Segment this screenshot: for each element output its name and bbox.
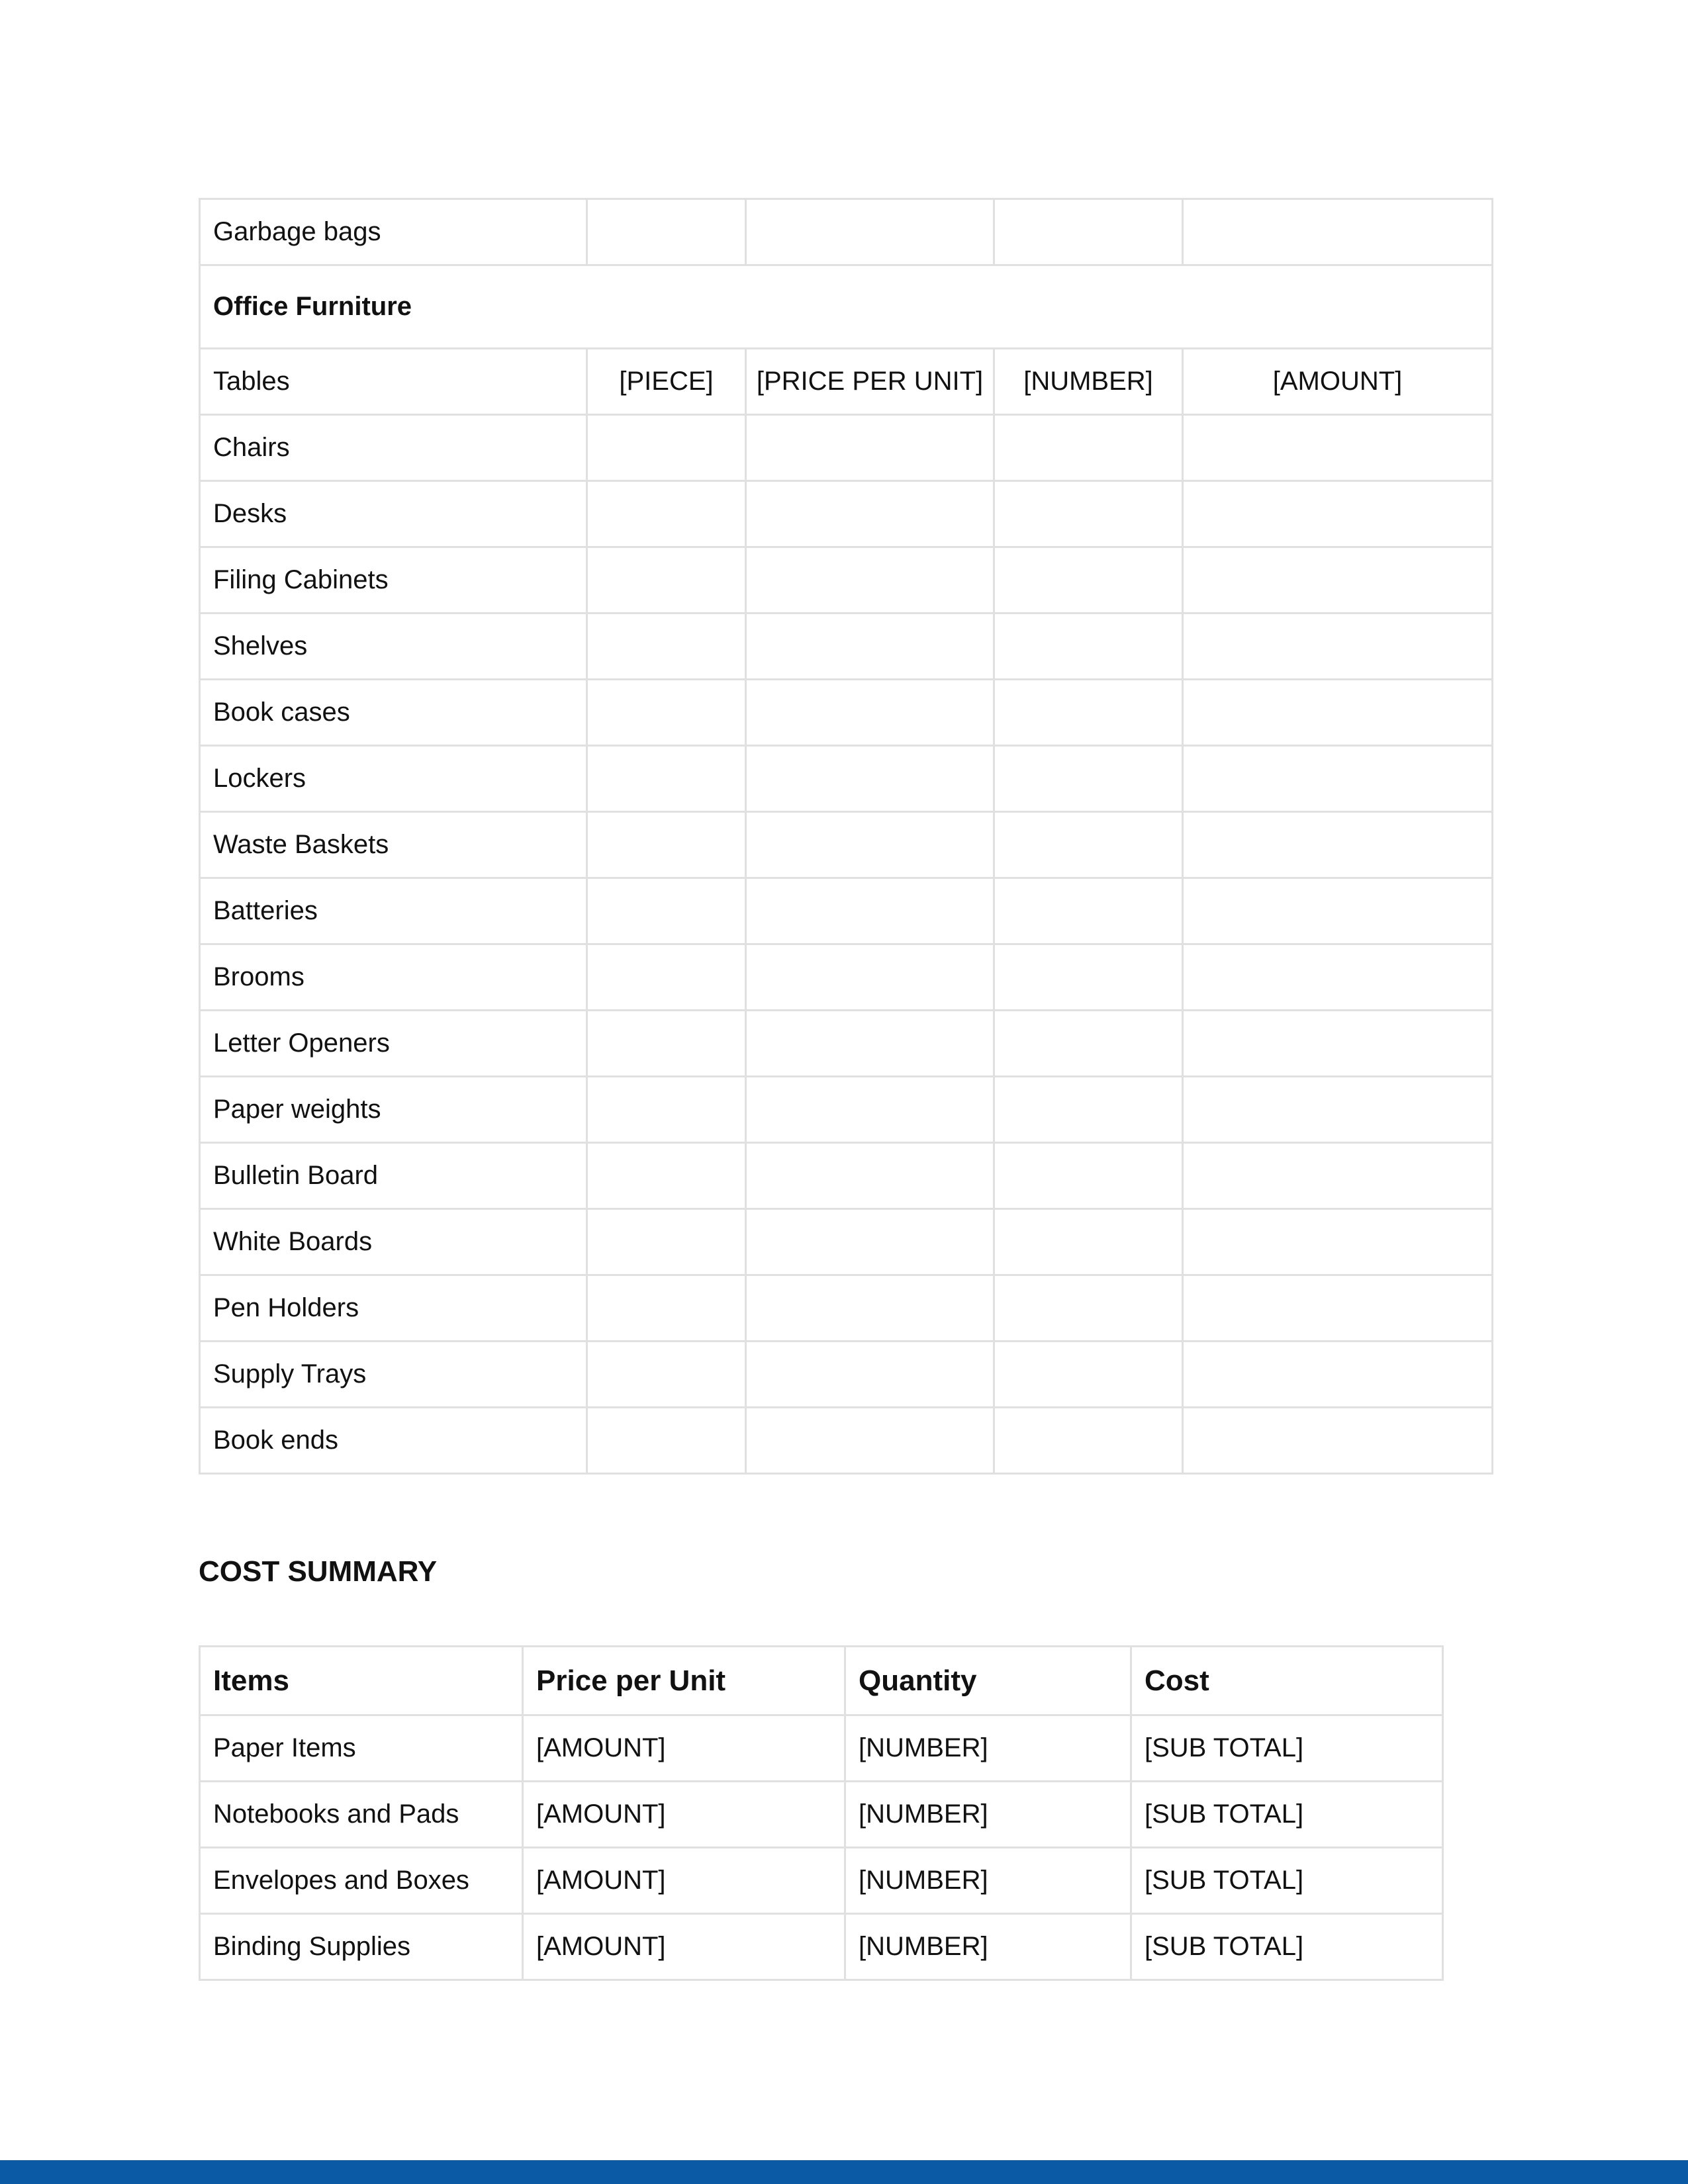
item-cell: Tables [200, 349, 587, 415]
price-cell[interactable]: [AMOUNT] [523, 1848, 845, 1914]
price-cell[interactable] [746, 1143, 994, 1209]
unit-cell[interactable] [587, 1275, 746, 1342]
quantity-cell[interactable] [994, 614, 1183, 680]
amount-cell[interactable] [1183, 1143, 1493, 1209]
unit-cell[interactable] [587, 680, 746, 746]
amount-cell[interactable] [1183, 1209, 1493, 1275]
price-cell[interactable] [746, 547, 994, 614]
cost-summary-table [199, 1645, 1444, 1981]
item-cell: Notebooks and Pads [200, 1782, 523, 1848]
amount-cell[interactable] [1183, 878, 1493, 944]
unit-cell[interactable] [587, 614, 746, 680]
item-cell: Lockers [200, 746, 587, 812]
price-cell[interactable]: [AMOUNT] [523, 1782, 845, 1848]
table-row [200, 1408, 1493, 1474]
item-cell: Brooms [200, 944, 587, 1011]
item-cell: Pen Holders [200, 1275, 587, 1342]
quantity-cell[interactable] [994, 1077, 1183, 1143]
header-price-per-unit: Price per Unit [523, 1647, 845, 1715]
item-cell: Paper weights [200, 1077, 587, 1143]
price-cell[interactable] [746, 944, 994, 1011]
amount-cell[interactable] [1183, 746, 1493, 812]
table-row [200, 415, 1493, 481]
section-header-row [200, 265, 1493, 349]
price-cell[interactable] [746, 812, 994, 878]
price-cell[interactable] [746, 1408, 994, 1474]
cost-cell[interactable]: [SUB TOTAL] [1131, 1848, 1443, 1914]
item-cell: Garbage bags [200, 199, 587, 265]
table-row [200, 349, 1493, 415]
table-row [200, 1209, 1493, 1275]
unit-cell[interactable]: [PIECE] [587, 349, 746, 415]
quantity-cell[interactable] [994, 1011, 1183, 1077]
amount-cell[interactable] [1183, 1342, 1493, 1408]
table-row [200, 614, 1493, 680]
item-cell: Batteries [200, 878, 587, 944]
footer-bar [0, 2160, 1688, 2184]
price-cell[interactable] [746, 878, 994, 944]
amount-cell[interactable] [1183, 1077, 1493, 1143]
price-cell[interactable] [746, 746, 994, 812]
item-cell: Book ends [200, 1408, 587, 1474]
amount-cell[interactable] [1183, 680, 1493, 746]
table-row [200, 1848, 1443, 1914]
amount-cell[interactable] [1183, 812, 1493, 878]
price-cell[interactable]: [AMOUNT] [523, 1715, 845, 1782]
table-row [200, 1715, 1443, 1782]
price-cell[interactable] [746, 680, 994, 746]
item-cell: White Boards [200, 1209, 587, 1275]
item-cell: Filing Cabinets [200, 547, 587, 614]
table-row [200, 1342, 1493, 1408]
amount-cell[interactable] [1183, 1408, 1493, 1474]
table-row [200, 199, 1493, 265]
quantity-cell[interactable] [994, 944, 1183, 1011]
unit-cell[interactable] [587, 481, 746, 547]
price-cell[interactable]: [PRICE PER UNIT] [746, 349, 994, 415]
table-row [200, 812, 1493, 878]
unit-cell[interactable] [587, 812, 746, 878]
header-items: Items [200, 1647, 523, 1715]
item-cell: Paper Items [200, 1715, 523, 1782]
table-row [200, 944, 1493, 1011]
price-cell[interactable] [746, 1275, 994, 1342]
quantity-cell[interactable] [994, 1408, 1183, 1474]
unit-cell[interactable] [587, 1342, 746, 1408]
price-cell[interactable] [746, 1342, 994, 1408]
table-row [200, 1077, 1493, 1143]
unit-cell[interactable] [587, 1143, 746, 1209]
quantity-cell[interactable] [994, 481, 1183, 547]
quantity-cell[interactable] [994, 1209, 1183, 1275]
amount-cell[interactable] [1183, 415, 1493, 481]
table-row [200, 1782, 1443, 1848]
quantity-cell[interactable] [994, 1275, 1183, 1342]
quantity-cell[interactable] [994, 812, 1183, 878]
item-cell: Desks [200, 481, 587, 547]
cost-summary-heading: COST SUMMARY [199, 1555, 438, 1588]
price-cell[interactable] [746, 1011, 994, 1077]
quantity-cell[interactable]: [NUMBER] [845, 1914, 1131, 1980]
item-cell: Letter Openers [200, 1011, 587, 1077]
amount-cell[interactable] [1183, 944, 1493, 1011]
amount-cell[interactable] [1183, 481, 1493, 547]
price-cell[interactable] [746, 1077, 994, 1143]
section-title: Office Furniture [200, 265, 1493, 349]
quantity-cell[interactable] [994, 1143, 1183, 1209]
price-cell[interactable] [746, 481, 994, 547]
item-cell: Book cases [200, 680, 587, 746]
item-cell: Shelves [200, 614, 587, 680]
unit-cell[interactable] [587, 199, 746, 265]
table-row [200, 680, 1493, 746]
item-cell: Chairs [200, 415, 587, 481]
cost-cell[interactable]: [SUB TOTAL] [1131, 1914, 1443, 1980]
price-cell[interactable] [746, 614, 994, 680]
table-row [200, 1143, 1493, 1209]
quantity-cell[interactable] [994, 680, 1183, 746]
price-cell[interactable] [746, 415, 994, 481]
quantity-cell[interactable] [994, 746, 1183, 812]
unit-cell[interactable] [587, 1408, 746, 1474]
price-cell[interactable] [746, 1209, 994, 1275]
amount-cell[interactable] [1183, 1275, 1493, 1342]
table-row [200, 746, 1493, 812]
unit-cell[interactable] [587, 1011, 746, 1077]
quantity-cell[interactable] [994, 547, 1183, 614]
item-cell: Bulletin Board [200, 1143, 587, 1209]
item-cell: Waste Baskets [200, 812, 587, 878]
table-row [200, 1011, 1493, 1077]
header-quantity: Quantity [845, 1647, 1131, 1715]
unit-cell[interactable] [587, 415, 746, 481]
unit-cell[interactable] [587, 746, 746, 812]
unit-cell[interactable] [587, 878, 746, 944]
item-cell: Binding Supplies [200, 1914, 523, 1980]
table-header-row [200, 1647, 1443, 1715]
table-row [200, 1275, 1493, 1342]
table-row [200, 481, 1493, 547]
table-row [200, 878, 1493, 944]
quantity-cell[interactable] [994, 1342, 1183, 1408]
cost-cell[interactable]: [SUB TOTAL] [1131, 1782, 1443, 1848]
amount-cell[interactable]: [AMOUNT] [1183, 349, 1493, 415]
amount-cell[interactable] [1183, 1011, 1493, 1077]
quantity-cell[interactable] [994, 199, 1183, 265]
item-cell: Envelopes and Boxes [200, 1848, 523, 1914]
amount-cell[interactable] [1183, 199, 1493, 265]
cost-cell[interactable]: [SUB TOTAL] [1131, 1715, 1443, 1782]
amount-cell[interactable] [1183, 614, 1493, 680]
quantity-cell[interactable]: [NUMBER] [994, 349, 1183, 415]
unit-cell[interactable] [587, 944, 746, 1011]
table-row [200, 547, 1493, 614]
quantity-cell[interactable] [994, 878, 1183, 944]
office-furniture-table [199, 198, 1493, 1475]
table-row [200, 1914, 1443, 1980]
quantity-cell[interactable]: [NUMBER] [845, 1782, 1131, 1848]
quantity-cell[interactable] [994, 415, 1183, 481]
unit-cell[interactable] [587, 1077, 746, 1143]
price-cell[interactable]: [AMOUNT] [523, 1914, 845, 1980]
amount-cell[interactable] [1183, 547, 1493, 614]
unit-cell[interactable] [587, 547, 746, 614]
unit-cell[interactable] [587, 1209, 746, 1275]
quantity-cell[interactable]: [NUMBER] [845, 1715, 1131, 1782]
price-cell[interactable] [746, 199, 994, 265]
header-cost: Cost [1131, 1647, 1443, 1715]
quantity-cell[interactable]: [NUMBER] [845, 1848, 1131, 1914]
item-cell: Supply Trays [200, 1342, 587, 1408]
